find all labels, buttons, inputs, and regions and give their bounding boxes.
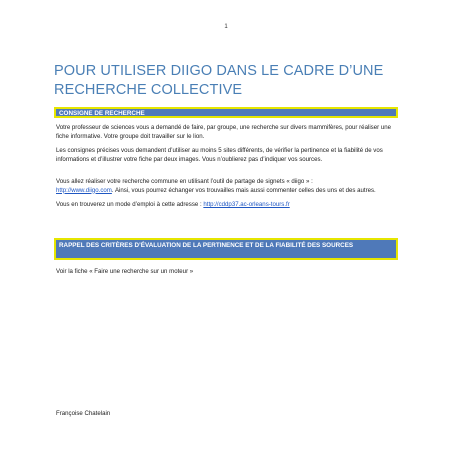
- paragraph-diigo-text-after: . Ainsi, vous pourrez échanger vos trouvailles mais aussi commenter celles des uns et des autres.: [111, 186, 376, 194]
- document-title: POUR UTILISER DIIGO DANS LE CADRE D’UNE RECHERCHE COLLECTIVE: [54, 63, 384, 98]
- paragraph-diigo-text-before: Vous allez réaliser votre recherche commune en utilisant l’outil de partage de signets « diigo » :: [56, 178, 313, 185]
- paragraph-mode-emploi: [56, 201, 400, 210]
- paragraph-voir-fiche: Voir la fiche « Faire une recherche sur un moteur »: [56, 268, 194, 275]
- paragraph-consignes: Les consignes précises vous demandent d’utiliser au moins 5 sites différents, de vérifier la pertinence et la fiabilité de vos informations et d’illustrer votre fiche par deux images. Vous n’oublierez pas d’indiquer vos sources.: [56, 147, 383, 163]
- paragraph-intro: Votre professeur de sciences vous a demandé de faire, par groupe, une recherche sur divers mammifères, pour réaliser une fiche informative. Votre groupe doit travailler sur le lion.: [56, 124, 391, 140]
- diigo-link[interactable]: http://www.diigo.com: [56, 186, 112, 194]
- page-number: 1: [224, 24, 228, 30]
- section-heading-consigne: CONSIGNE DE RECHERCHE: [54, 107, 398, 118]
- footer-author: Françoise Chatelain: [56, 410, 111, 417]
- cddp-link[interactable]: http://cddp37.ac-orleans-tours.fr: [203, 201, 290, 208]
- section-heading-criteres: RAPPEL DES CRITÈRES D’ÉVALUATION DE LA PERTINENCE ET DE LA FIABILITÉ DES SOURCES: [54, 238, 398, 260]
- paragraph-diigo: [56, 178, 400, 195]
- paragraph-mode-emploi-text: Vous en trouverez un mode d’emploi à cette adresse :: [56, 201, 204, 208]
